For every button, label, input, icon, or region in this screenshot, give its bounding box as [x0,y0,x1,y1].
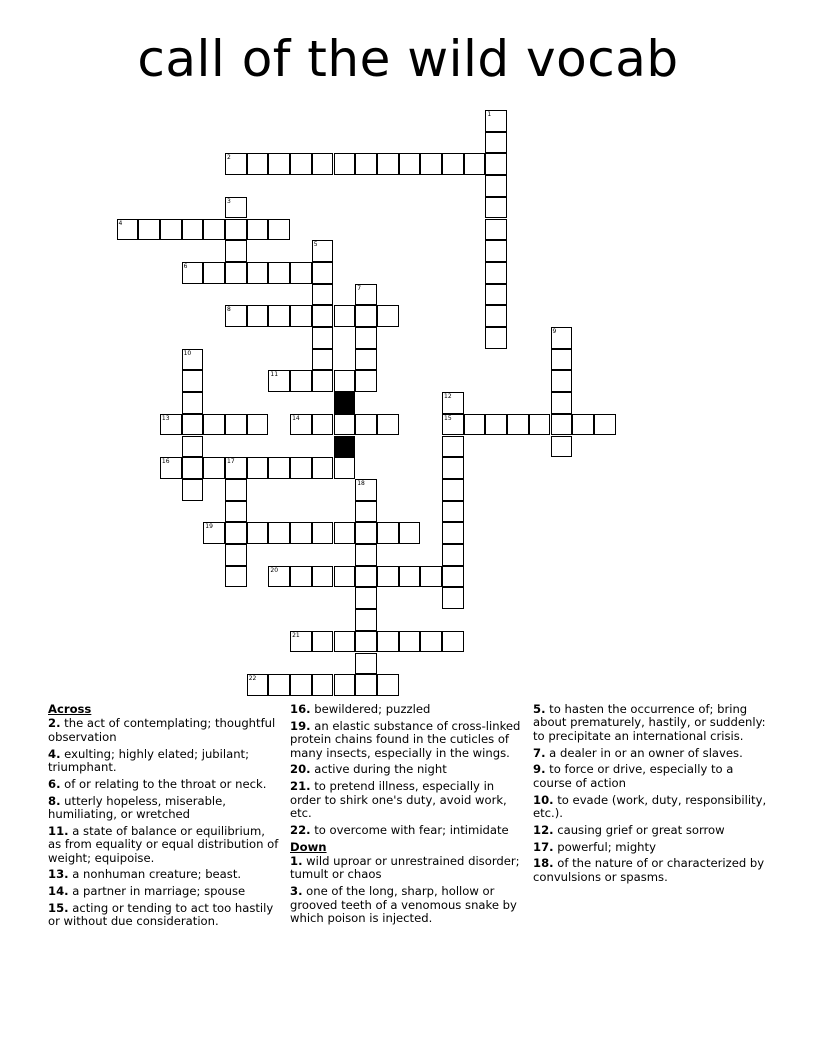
grid-cell[interactable] [182,457,204,479]
clue-down-7: 7. a dealer in or an owner of slaves. [533,745,743,760]
grid-cell[interactable] [377,153,399,175]
grid-cell[interactable] [551,414,573,436]
grid-clue-number: 13 [161,414,170,422]
grid-cell[interactable] [160,219,182,241]
grid-cell[interactable] [399,566,421,588]
grid-cell[interactable] [355,631,377,653]
puzzle-title: call of the wild vocab [137,30,679,88]
grid-clue-number: 11 [270,371,279,379]
grid-cell[interactable] [247,305,269,327]
grid-cell[interactable] [312,370,334,392]
grid-cell[interactable] [442,436,464,458]
grid-cell[interactable] [442,544,464,566]
clue-down-9: 9. to force or drive, especially to a course of action [533,762,734,790]
grid-cell[interactable] [355,653,377,675]
grid-cell[interactable] [594,414,616,436]
grid-cell[interactable] [225,262,247,284]
grid-cell[interactable] [160,414,182,436]
grid-clue-number: 16 [161,458,170,466]
clue-down-18: 18. of the nature of or characterized by convulsions or spasms. [533,856,765,884]
grid-cell[interactable] [225,479,247,501]
grid-cell[interactable] [225,240,247,262]
grid-cell[interactable] [247,457,269,479]
grid-cell[interactable] [182,370,204,392]
grid-cell[interactable] [247,153,269,175]
grid-cell[interactable] [485,327,507,349]
grid-cell[interactable] [334,414,356,436]
grid-cell[interactable] [182,392,204,414]
grid-cell[interactable] [290,370,312,392]
grid-cell[interactable] [355,153,377,175]
grid-cell[interactable] [312,674,334,696]
clue-across-21: 21. to pretend illness, especially in order to shirk one's duty, avoid work, etc. [290,779,507,821]
clue-down-12: 12. causing grief or great sorrow [533,822,725,837]
clue-across-16: 16. bewildered; puzzled [290,702,431,716]
clue-across-4: 4. exulting; highly elated; jubilant; triumphant. [48,746,250,775]
grid-cell[interactable] [529,414,551,436]
grid-cell[interactable] [290,262,312,284]
grid-cell[interactable] [551,370,573,392]
grid-cell[interactable] [160,457,182,479]
grid-cell[interactable] [399,631,421,653]
grid-cell[interactable] [442,414,464,436]
clue-down-3: 3. one of the long, sharp, hollow or grooved teeth of a venomous snake by which poison is injected. [290,884,517,926]
grid-cell[interactable] [442,587,464,609]
grid-cell[interactable] [312,262,334,284]
grid-cell[interactable] [290,566,312,588]
grid-cell[interactable] [203,522,225,544]
grid-cell[interactable] [247,414,269,436]
grid-cell[interactable] [355,349,377,371]
grid-cell[interactable] [485,284,507,306]
grid-cell[interactable] [399,522,421,544]
grid-cell[interactable] [377,414,399,436]
grid-cell[interactable] [334,631,356,653]
grid-cell[interactable] [290,631,312,653]
grid-cell[interactable] [355,479,377,501]
grid-cell[interactable] [377,522,399,544]
grid-clue-number: 10 [183,349,192,357]
grid-cell[interactable] [182,479,204,501]
grid-cell[interactable] [355,544,377,566]
grid-cell[interactable] [377,566,399,588]
grid-clue-number: 2 [227,154,231,162]
grid-cell[interactable] [442,522,464,544]
grid-cell[interactable] [551,349,573,371]
clue-across-2: 2. the act of contemplating; thoughtful observation [48,716,276,744]
clue-across-6: 6. of or relating to the throat or neck. [48,776,267,791]
grid-cell[interactable] [485,414,507,436]
clue-across-14: 14. a partner in marriage; spouse [48,884,246,899]
grid-clue-number: 4 [118,219,123,227]
grid-cell[interactable] [377,305,399,327]
grid-cell[interactable] [551,327,573,349]
grid-cell[interactable] [247,522,269,544]
grid-cell[interactable] [268,522,290,544]
grid-cell[interactable] [312,284,334,306]
grid-cell[interactable] [268,219,290,241]
grid-cell[interactable] [442,392,464,414]
clue-down-17: 17. powerful; mighty [533,839,656,854]
grid-cell[interactable] [247,262,269,284]
clue-column-1 [48,703,280,932]
grid-cell[interactable] [225,414,247,436]
grid-cell[interactable] [138,219,160,241]
grid-cell[interactable] [355,370,377,392]
clue-down-10: 10. to evade (work, duty, responsibility, etc.). [533,792,767,821]
grid-cell[interactable] [355,501,377,523]
grid-cell[interactable] [268,566,290,588]
grid-cell[interactable] [225,566,247,588]
grid-cell[interactable] [399,153,421,175]
grid-clue-number: 3 [227,197,231,205]
grid-cell[interactable] [485,110,507,132]
grid-cell[interactable] [203,219,225,241]
grid-cell[interactable] [290,674,312,696]
grid-cell[interactable] [442,501,464,523]
grid-cell[interactable] [203,414,225,436]
grid-cell[interactable] [442,479,464,501]
grid-cell[interactable] [225,153,247,175]
grid-cell[interactable] [268,262,290,284]
grid-cell[interactable] [268,305,290,327]
grid-clue-number: 8 [227,306,231,314]
grid-cell[interactable] [312,522,334,544]
clue-down-1: 1. wild uproar or unrestrained disorder; tumult or chaos [290,854,520,882]
clue-across-13: 13. a nonhuman creature; beast. [48,867,242,882]
grid-cell[interactable] [290,305,312,327]
grid-cell[interactable] [485,153,507,175]
grid-cell[interactable] [442,153,464,175]
grid-clue-number: 17 [227,458,235,466]
grid-clue-number: 14 [292,414,300,422]
grid-clue-number: 1 [487,111,492,118]
grid-cell[interactable] [182,219,204,241]
grid-cell[interactable] [182,414,204,436]
grid-cell[interactable] [117,219,139,241]
grid-cell[interactable] [334,153,356,175]
grid-cell[interactable] [551,392,573,414]
grid-black-cell [334,436,356,458]
grid-cell[interactable] [182,262,204,284]
grid-clue-number: 19 [205,523,213,531]
grid-cell[interactable] [312,153,334,175]
across-heading: Across [48,702,92,716]
grid-cell[interactable] [355,674,377,696]
grid-cell[interactable] [464,414,486,436]
grid-cell[interactable] [334,305,356,327]
grid-cell[interactable] [420,153,442,175]
grid-clue-number: 5 [313,241,318,249]
clue-across-8: 8. utterly hopeless, miserable, humiliating, or wretched [48,793,226,822]
grid-cell[interactable] [225,457,247,479]
grid-cell[interactable] [225,522,247,544]
grid-cell[interactable] [312,457,334,479]
down-heading: Down [290,839,327,854]
grid-cell[interactable] [312,240,334,262]
grid-cell[interactable] [334,370,356,392]
clue-across-20: 20. active during the night [290,762,447,777]
grid-cell[interactable] [312,566,334,588]
grid-cell[interactable] [290,414,312,436]
grid-cell[interactable] [312,305,334,327]
grid-cell[interactable] [355,414,377,436]
grid-cell[interactable] [225,197,247,219]
grid-cell[interactable] [312,631,334,653]
grid-cell[interactable] [268,153,290,175]
grid-cell[interactable] [225,501,247,523]
grid-cell[interactable] [507,414,529,436]
grid-cell[interactable] [485,240,507,262]
grid-cell[interactable] [225,219,247,241]
grid-cell[interactable] [268,674,290,696]
grid-cell[interactable] [268,457,290,479]
grid-cell[interactable] [551,436,573,458]
clue-across-11: 11. a state of balance or equilibrium, as from equality or equal distribution of weight; equipoise. [48,823,279,865]
grid-cell[interactable] [203,457,225,479]
grid-clue-number: 21 [292,631,300,639]
grid-cell[interactable] [247,219,269,241]
grid-cell[interactable] [290,457,312,479]
grid-cell[interactable] [485,132,507,154]
grid-cell[interactable] [203,262,225,284]
grid-cell[interactable] [464,153,486,175]
grid-cell[interactable] [485,262,507,284]
clue-down-5: 5. to hasten the occurrence of; bring about prematurely, hastily, or suddenly: to precipitate an international crisis. [533,702,766,743]
grid-cell[interactable] [290,522,312,544]
grid-cell[interactable] [485,175,507,197]
clue-across-15: 15. acting or tending to act too hastily or without due consideration. [48,901,274,929]
grid-cell[interactable] [485,219,507,241]
grid-cell[interactable] [290,153,312,175]
grid-cell[interactable] [334,566,356,588]
clue-column-2 [290,703,526,929]
grid-cell[interactable] [182,436,204,458]
grid-cell[interactable] [247,674,269,696]
grid-cell[interactable] [377,674,399,696]
grid-clue-number: 15 [444,414,452,422]
grid-cell[interactable] [334,457,356,479]
clue-across-19: 19. an elastic substance of cross-linked protein chains found in the cuticles of many insects, especially in the wings. [290,718,521,760]
clue-across-22: 22. to overcome with fear; intimidate [290,822,509,837]
grid-cell[interactable] [312,327,334,349]
grid-cell[interactable] [355,587,377,609]
grid-cell[interactable] [442,457,464,479]
grid-cell[interactable] [225,305,247,327]
grid-clue-number: 20 [270,566,279,574]
grid-clue-number: 12 [444,393,452,401]
grid-cell[interactable] [442,566,464,588]
grid-clue-number: 18 [357,479,365,487]
grid-clue-number: 7 [357,284,362,292]
grid-cell[interactable] [485,305,507,327]
grid-cell[interactable] [355,327,377,349]
grid-cell[interactable] [182,349,204,371]
grid-clue-number: 22 [248,675,257,683]
grid-cell[interactable] [572,414,594,436]
grid-cell[interactable] [334,674,356,696]
clue-column-3 [533,703,773,888]
grid-cell[interactable] [225,544,247,566]
grid-cell[interactable] [377,631,399,653]
grid-cell[interactable] [312,349,334,371]
grid-cell[interactable] [355,566,377,588]
grid-cell[interactable] [485,197,507,219]
grid-cell[interactable] [442,631,464,653]
grid-cell[interactable] [312,414,334,436]
grid-black-cell [334,392,356,414]
grid-clue-number: 6 [183,262,188,270]
grid-cell[interactable] [268,370,290,392]
grid-cell[interactable] [355,609,377,631]
grid-cell[interactable] [355,284,377,306]
grid-cell[interactable] [420,566,442,588]
grid-clue-number: 9 [552,328,557,335]
grid-cell[interactable] [355,522,377,544]
grid-cell[interactable] [355,305,377,327]
grid-cell[interactable] [420,631,442,653]
grid-cell[interactable] [334,522,356,544]
